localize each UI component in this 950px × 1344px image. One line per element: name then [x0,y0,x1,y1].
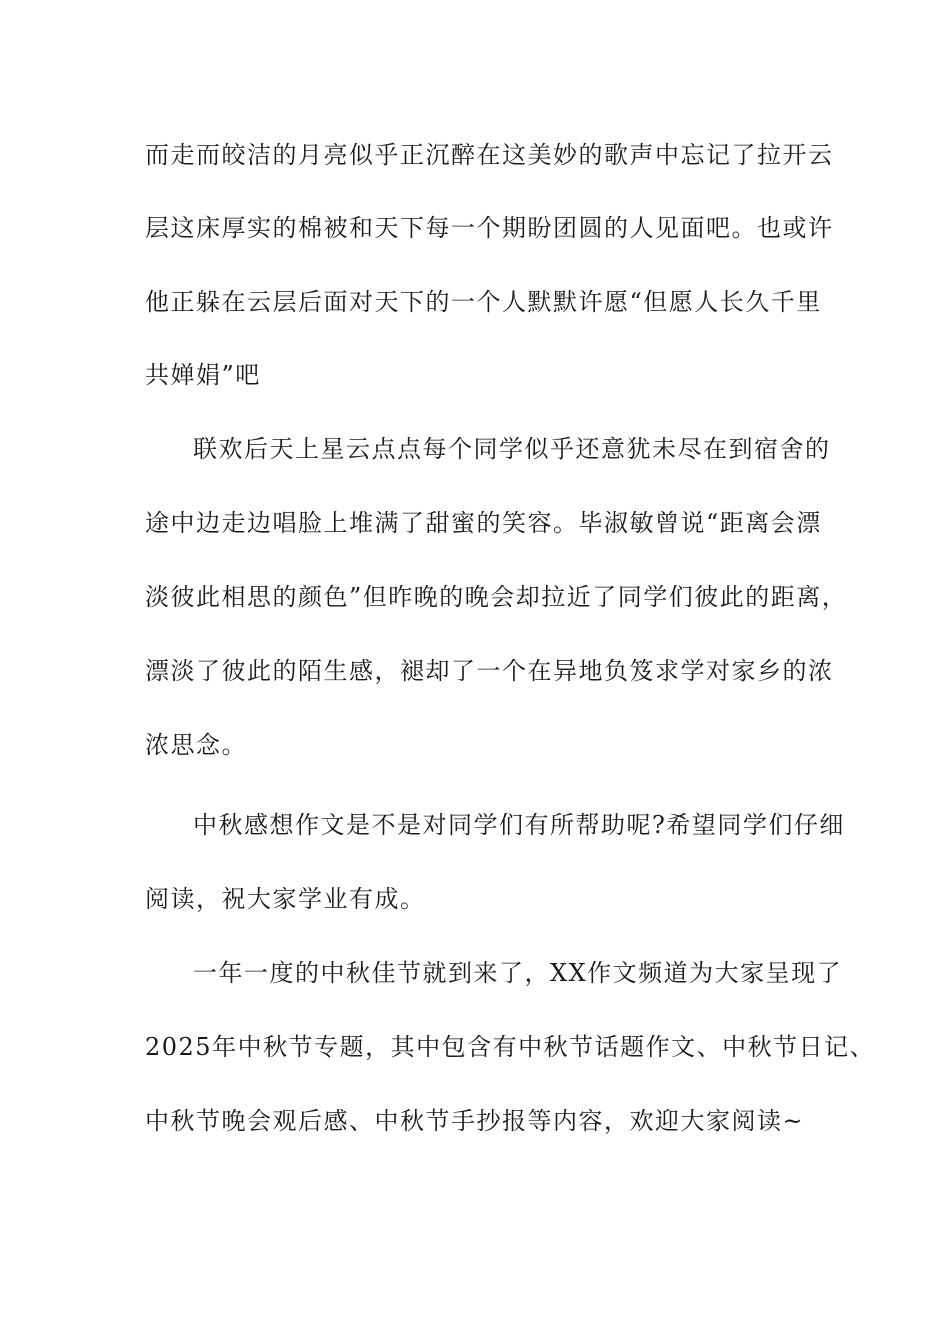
paragraph-2-line-2: 途中边走边唱脸上堆满了甜蜜的笑容。毕淑敏曾说“距离会漂 [145,509,822,537]
paragraph-2-line-4: 漂淡了彼此的陌生感，褪却了一个在异地负笈求学对家乡的浓 [145,657,834,685]
paragraph-4-line-1: 一年一度的中秋佳节就到来了，XX作文频道为大家呈现了 [193,959,843,987]
paragraph-4-line-2: 2025年中秋节专题，其中包含有中秋节话题作文、中秋节日记、 [145,1033,876,1061]
paragraph-1-line-1: 而走而皎洁的月亮似乎正沉醉在这美妙的歌声中忘记了拉开云 [145,141,834,169]
paragraph-1-line-3: 他正躲在云层后面对天下的一个人默默许愿“但愿人长久千里 [145,288,822,316]
paragraph-3-line-1: 中秋感想作文是不是对同学们有所帮助呢?希望同学们仔细 [193,811,845,839]
paragraph-4-line-3: 中秋节晚会观后感、中秋节手抄报等内容，欢迎大家阅读~ [145,1107,805,1135]
paragraph-1-line-4: 共婵娟”吧 [145,361,261,389]
paragraph-2-line-1: 联欢后天上星云点点每个同学似乎还意犹未尽在到宿舍的 [193,435,831,463]
paragraph-3-line-2: 阅读，祝大家学业有成。 [145,885,426,913]
paragraph-1-line-2: 层这床厚实的棉被和天下每一个期盼团圆的人见面吧。也或许 [145,214,834,242]
paragraph-2-line-5: 浓思念。 [145,731,247,759]
paragraph-2-line-3: 淡彼此相思的颜色”但昨晚的晚会却拉近了同学们彼此的距离， [145,583,848,611]
